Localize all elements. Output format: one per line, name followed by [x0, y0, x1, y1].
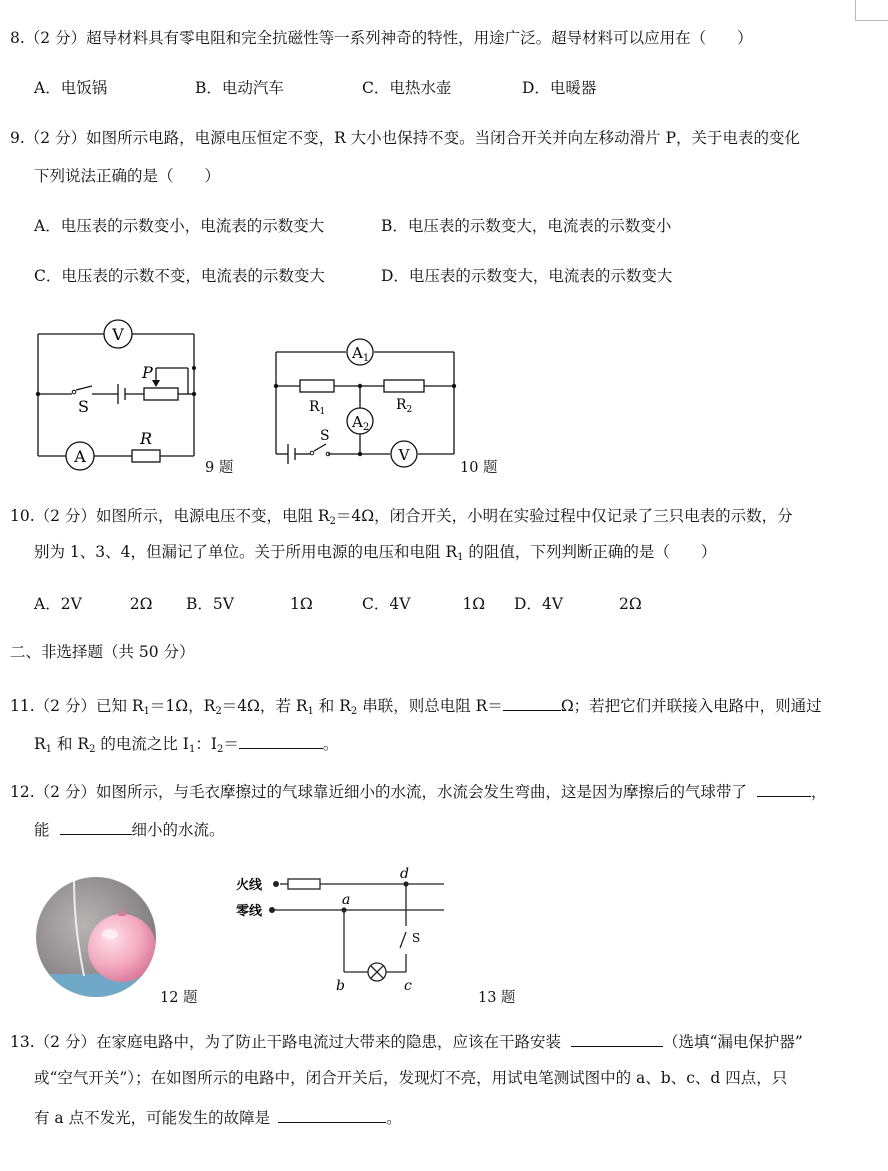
fig9-circuit-diagram [30, 316, 210, 476]
fig10-ammeter2-label: $A_2$ [352, 413, 370, 433]
q13-line1: 13.（2 分）在家庭电路中，为了防止干路电流过大带来的隐患，应该在干路安装 （选填“漏电保护器” [10, 1030, 803, 1052]
q9-option-b: B．电压表的示数变大，电流表的示数变小 [381, 217, 672, 235]
fig13-point-a-label: a [342, 892, 351, 908]
section2-title: 二、非选择题（共 50 分） [10, 643, 195, 661]
q10-stem-line1: 10.（2 分）如图所示，电源电压不变，电阻 $R_2=4\Omega$，闭合开关，小明在实验过程中仅记录了三只电表的示数，分 [10, 507, 793, 527]
fig9-switch-label: S [78, 397, 89, 416]
fig10-ammeter1-label: $A_1$ [352, 344, 370, 364]
fig9-ammeter-label: A [74, 447, 86, 466]
fig9-caption: 9 题 [205, 460, 234, 476]
fig12-caption: 12 题 [160, 990, 198, 1006]
q11-blank-total-resistance[interactable] [503, 694, 561, 711]
q9-stem-line1: 9.（2 分）如图所示电路，电源电压恒定不变，R 大小也保持不变。当闭合开关并向左移动滑片 P，关于电表的变化 [10, 129, 801, 147]
fig10-switch-label: S [320, 428, 330, 444]
q12-blank-effect[interactable] [60, 818, 132, 835]
q8-option-c: C．电热水壶 [362, 79, 452, 97]
fig13-point-d-label: d [400, 866, 409, 882]
fig9-slider-label: P [142, 363, 153, 382]
q10-option-d: D．4V 2Ω [514, 595, 642, 613]
q12-line2: 能 细小的水流。 [34, 818, 225, 840]
q12-line1: 12.（2 分）如图所示，与毛衣摩擦过的气球靠近细小的水流，水流会发生弯曲，这是因为摩擦后的气球带了 ， [10, 780, 826, 802]
q8-option-a: A．电饭锅 [34, 79, 108, 97]
q10-option-c: C．4V 1Ω [362, 595, 486, 613]
fig13-neutral-wire-label: 零线 [236, 904, 263, 919]
fig13-live-wire-label: 火线 [236, 878, 263, 893]
fig12-balloon-water-photo [34, 876, 158, 998]
fig10-circuit-diagram [270, 334, 470, 474]
q11-line2: $R_1$ 和 $R_2$ 的电流之比 $I_1$：$I_2=$ 。 [34, 732, 338, 754]
fig9-voltmeter-label: V [112, 325, 124, 344]
q13-line2: 或“空气开关”）；在如图所示的电路中，闭合开关后，发现灯不亮，用试电笔测试图中的 a、b、c、d 四点，只 [34, 1069, 788, 1087]
fig13-switch-label: S [412, 931, 421, 945]
q12-blank-charge[interactable] [757, 780, 811, 797]
q10-option-a: A．2V 2Ω [34, 595, 153, 613]
q8-option-d: D．电暖器 [522, 79, 597, 97]
page-corner-mark [855, 0, 888, 21]
fig10-r1-label: $R_1$ [309, 399, 326, 417]
q9-option-c: C．电压表的示数不变，电流表的示数变大 [34, 267, 325, 285]
fig10-voltmeter-label: V [398, 446, 410, 464]
fig10-caption: 10 题 [460, 460, 498, 476]
q9-option-a: A．电压表的示数变小，电流表的示数变大 [34, 217, 325, 235]
fig13-point-c-label: c [404, 978, 412, 994]
fig9-resistor-label: R [140, 429, 153, 448]
q13-line3: 有 a 点不发光，可能发生的故障是 。 [34, 1106, 402, 1128]
q10-stem-line2: 别为 1、3、4，但漏记了单位。关于所用电源的电压和电阻 $R_1$ 的阻值，下列判断正确的是（ ） [34, 543, 717, 563]
q13-blank-device[interactable] [571, 1030, 663, 1047]
q11-line1: 11.（2 分）已知 $R_1=1\Omega$，$R_2=4\Omega$，若 $R_1$ 和 $R_2$ 串联，则总电阻 R＝ Ω；若把它们并联接入电路中，则通过 [10, 694, 822, 716]
q8-stem: 8.（2 分）超导材料具有零电阻和完全抗磁性等一系列神奇的特性，用途广泛。超导材料可以应用在（ ） [10, 29, 753, 47]
fig13-caption: 13 题 [478, 990, 516, 1006]
q8-option-b: B．电动汽车 [195, 79, 284, 97]
q9-stem-line2: 下列说法正确的是（ ） [34, 167, 221, 185]
q10-option-b: B．5V 1Ω [186, 595, 313, 613]
fig13-household-circuit-diagram [228, 860, 454, 1000]
q11-blank-current-ratio[interactable] [239, 732, 323, 749]
fig13-point-b-label: b [336, 978, 345, 994]
q13-blank-fault[interactable] [278, 1106, 386, 1123]
q9-option-d: D．电压表的示数变大，电流表的示数变大 [381, 267, 673, 285]
fig10-r2-label: $R_2$ [396, 397, 413, 415]
